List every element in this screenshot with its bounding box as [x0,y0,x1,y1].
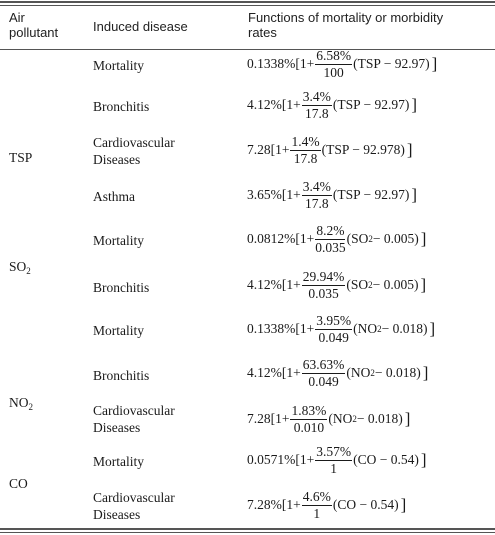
disease-cell: Cardiovascular Diseases [93,135,175,167]
function-cell: 4.12%[1+ $\frac{3.4\%}{17.8}$ (TSP − 92.97) ] [247,88,418,121]
function-cell: 0.1338%[1+ $\frac{6.58\%}{100}$ (TSP − 92.97) ] [247,47,438,80]
disease-cell: Mortality [93,454,144,469]
function-cell: 7.28[1+ $\frac{1.4\%}{17.8}$ (TSP − 92.978) ] [247,133,413,166]
pollutant-tsp: TSP [9,150,33,165]
header-pollutant-line2: pollutant [9,25,59,40]
header-function-line2: rates [248,25,277,40]
function-cell: 7.28%[1+ $\frac{4.6\%}{1}$ (CO − 0.54) ] [247,488,407,521]
function-cell: 4.12%[1+ $\frac{63.63\%}{0.049}$ (NO 2 − 0.018) ] [247,356,429,389]
disease-cell: Asthma [93,189,135,204]
disease-cell: Bronchitis [93,368,150,383]
function-cell: 0.1338%[1+ $\frac{3.95\%}{0.049}$ (NO 2 − 0.018) ] [247,312,436,345]
header-induced-disease: Induced disease [93,19,188,34]
disease-cell: Mortality [93,233,144,248]
table-bottom-rule [0,528,495,530]
header-functions [248,10,488,40]
function-cell: 4.12%[1+ $\frac{29.94\%}{0.035}$ (SO 2 − 0.005) ] [247,268,427,301]
function-cell: 0.0571%[1+ $\frac{3.57\%}{1}$ (CO − 0.54) ] [247,443,427,476]
header-function-line1: Functions of mortality or morbidity [248,10,444,25]
function-cell: 7.28[1+ $\frac{1.83\%}{0.010}$ (NO 2 − 0.018) ] [247,402,411,435]
disease-cell: Bronchitis [93,99,150,114]
function-cell: 3.65%[1+ $\frac{3.4\%}{17.8}$ (TSP − 92.97) ] [247,178,418,211]
disease-cell: Cardiovascular Diseases [93,403,175,435]
disease-cell: Cardiovascular Diseases [93,490,175,522]
function-cell: 0.0812%[1+ $\frac{8.2\%}{0.035}$ (SO 2 − 0.005) ] [247,222,427,255]
pollutant-so2: $SO_2$ [9,259,31,276]
disease-cell: Mortality [93,58,144,73]
header-pollutant-line1: Air [9,10,25,25]
pollutant-no2: $NO_2$ [9,395,33,412]
table-bottom-rule-thin [0,532,495,533]
pollutant-co: CO [9,476,28,491]
header-air-pollutant [9,10,79,40]
table-top-rule [0,1,495,3]
disease-cell: Bronchitis [93,280,150,295]
disease-cell: Mortality [93,323,144,338]
table-top-rule-thin [0,5,495,6]
